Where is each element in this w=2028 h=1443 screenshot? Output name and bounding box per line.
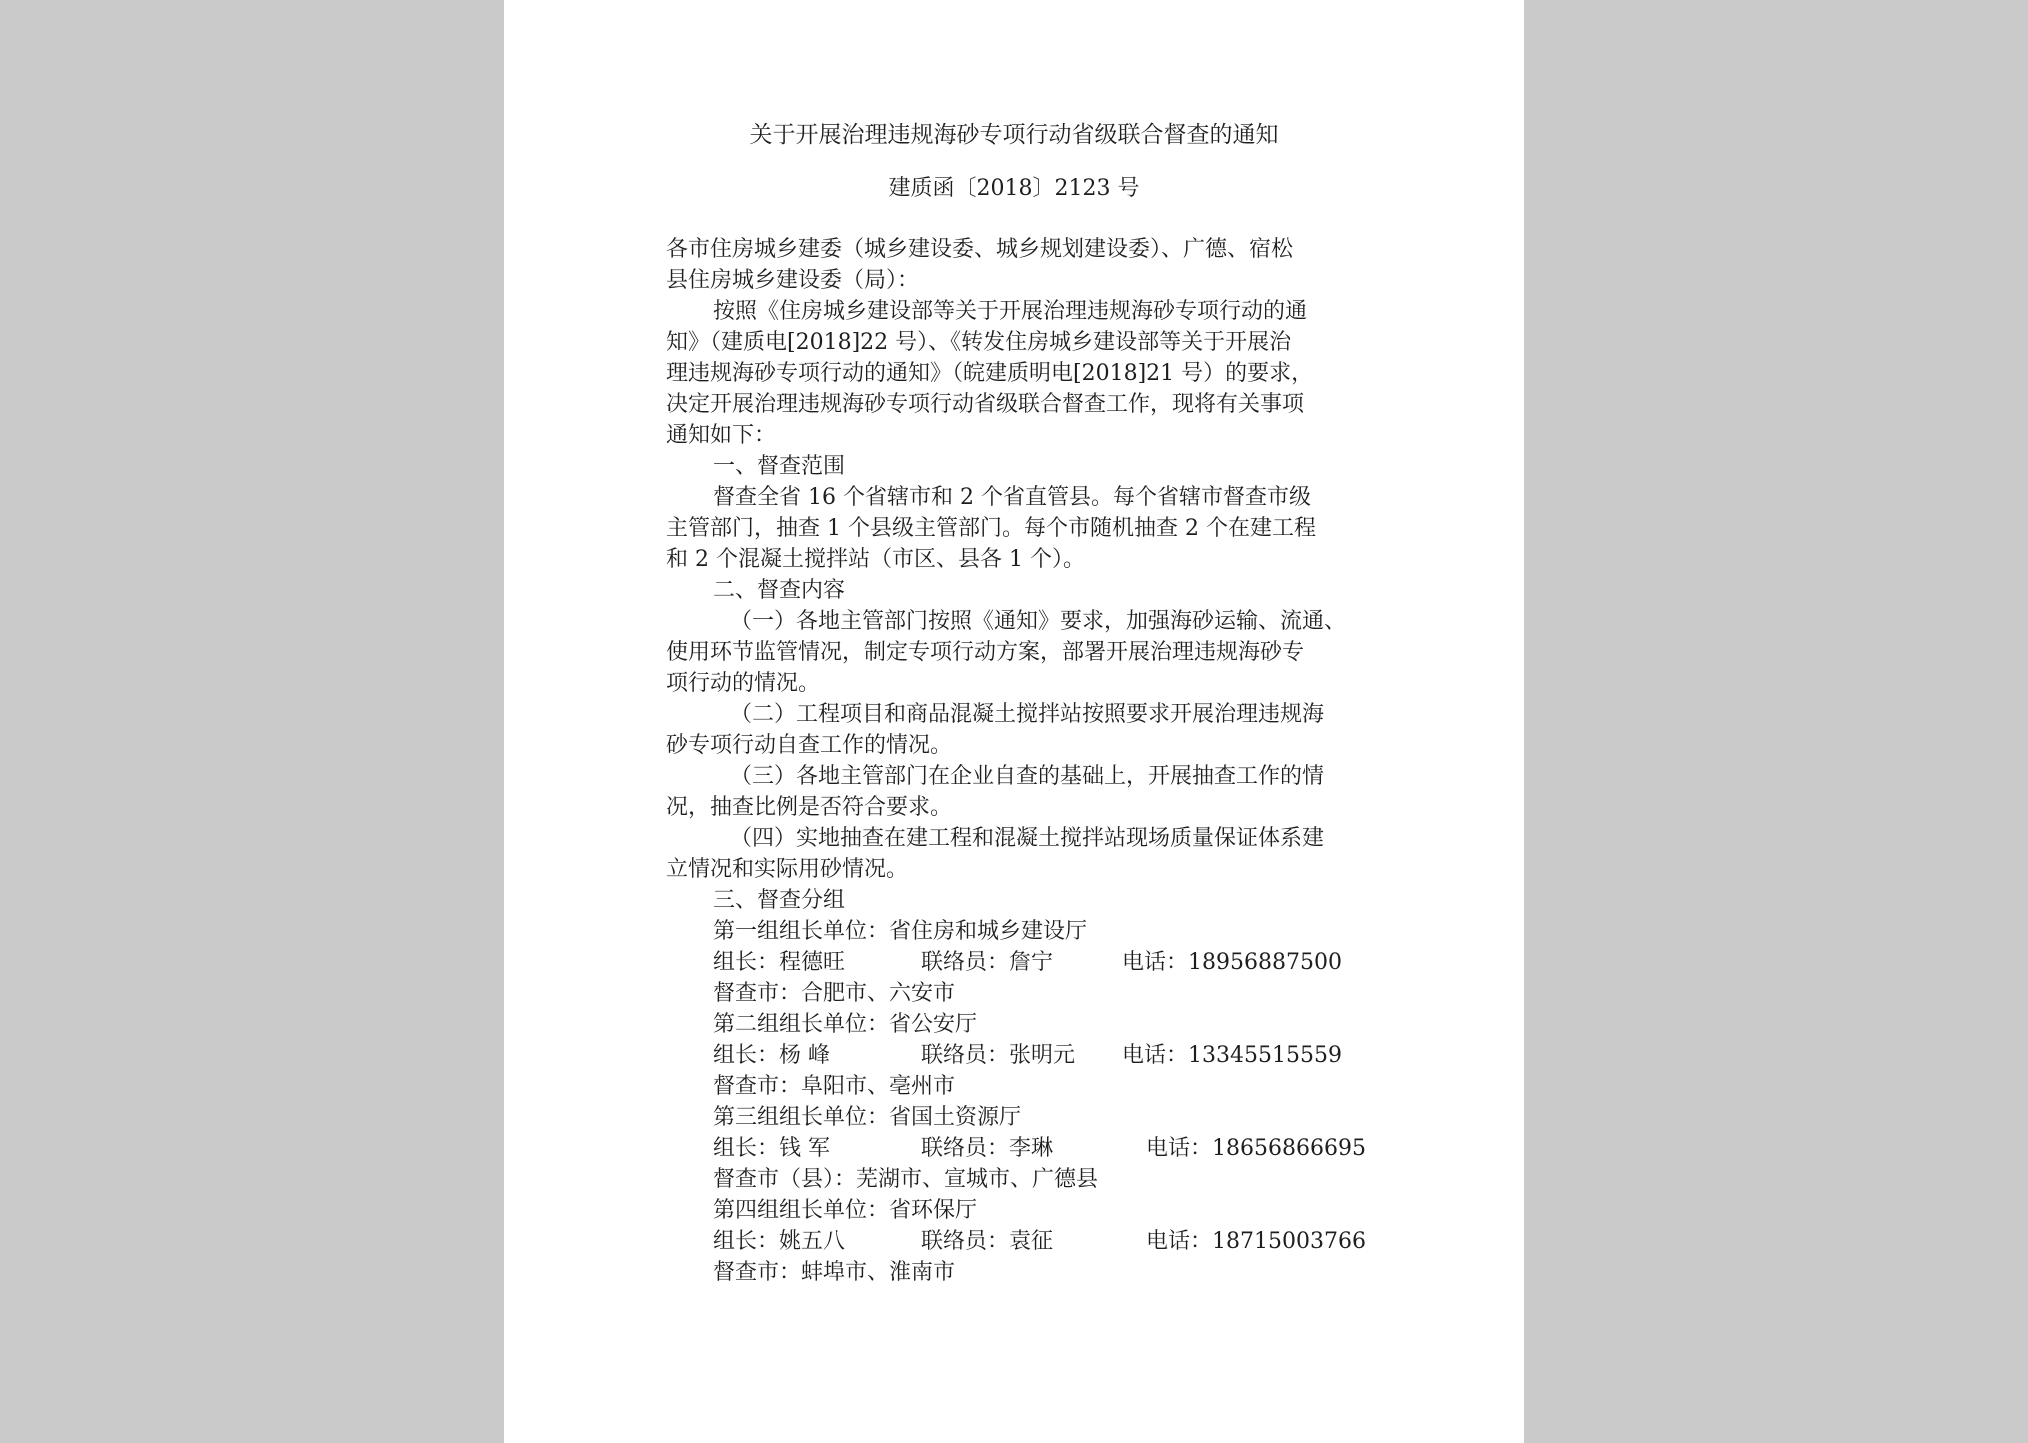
section-heading: 二、督查内容	[713, 578, 846, 603]
group-phone: 电话：18656866695	[1146, 1136, 1366, 1161]
group-cities: 督查市：合肥市、六安市	[713, 981, 956, 1006]
group-liaison: 联络员：袁征	[921, 1229, 1054, 1254]
item-line: 使用环节监管情况，制定专项行动方案，部署开展治理违规海砂专	[666, 640, 1305, 665]
group-phone: 电话：18956887500	[1122, 950, 1342, 975]
section-heading: 一、督查范围	[713, 454, 846, 479]
item-line: （三）各地主管部门在企业自查的基础上，开展抽查工作的情	[730, 764, 1325, 789]
section-body-line: 主管部门，抽查 1 个县级主管部门。每个市随机抽查 2 个在建工程	[666, 516, 1316, 541]
item-line: （四）实地抽查在建工程和混凝土搅拌站现场质量保证体系建	[730, 826, 1325, 851]
group-leader: 组长：杨 峰	[713, 1043, 830, 1068]
group-leader: 组长：钱 军	[713, 1136, 830, 1161]
group-unit: 第一组组长单位：省住房和城乡建设厅	[713, 919, 1088, 944]
item-line: 项行动的情况。	[666, 671, 821, 696]
intro-line: 知》（建质电[2018]22 号）、《转发住房城乡建设部等关于开展治	[666, 330, 1292, 355]
group-phone: 电话：13345515559	[1122, 1043, 1342, 1068]
group-leader: 组长：程德旺	[713, 950, 846, 975]
item-line: 立情况和实际用砂情况。	[666, 857, 909, 882]
group-unit: 第三组组长单位：省国土资源厅	[713, 1105, 1022, 1130]
group-liaison: 联络员：詹宁	[921, 950, 1054, 975]
item-line: 砂专项行动自查工作的情况。	[666, 733, 953, 758]
item-line: （二）工程项目和商品混凝土搅拌站按照要求开展治理违规海	[730, 702, 1325, 727]
group-cities: 督查市：阜阳市、亳州市	[713, 1074, 956, 1099]
group-liaison: 联络员：张明元	[921, 1043, 1076, 1068]
item-line: 况，抽查比例是否符合要求。	[666, 795, 953, 820]
group-cities: 督查市：蚌埠市、淮南市	[713, 1260, 956, 1285]
intro-line: 通知如下：	[666, 423, 777, 448]
intro-line: 决定开展治理违规海砂专项行动省级联合督查工作，现将有关事项	[666, 392, 1305, 417]
document-page	[504, 0, 1524, 1443]
group-phone: 电话：18715003766	[1146, 1229, 1366, 1254]
document-number: 建质函〔2018〕2123 号	[888, 176, 1140, 201]
document-title: 关于开展治理违规海砂专项行动省级联合督查的通知	[749, 122, 1279, 148]
addressee-line: 县住房城乡建设委（局）：	[666, 268, 920, 293]
intro-line: 理违规海砂专项行动的通知》（皖建质明电[2018]21 号）的要求，	[666, 361, 1314, 386]
group-unit: 第二组组长单位：省公安厅	[713, 1012, 978, 1037]
intro-line: 按照《住房城乡建设部等关于开展治理违规海砂专项行动的通	[713, 299, 1308, 324]
group-leader: 组长：姚五八	[713, 1229, 846, 1254]
group-cities: 督查市（县）：芜湖市、宣城市、广德县	[713, 1167, 1099, 1192]
group-unit: 第四组组长单位：省环保厅	[713, 1198, 978, 1223]
group-liaison: 联络员：李琳	[921, 1136, 1054, 1161]
section-body-line: 督查全省 16 个省辖市和 2 个省直管县。每个省辖市督查市级	[713, 485, 1311, 510]
section-heading: 三、督查分组	[713, 888, 846, 913]
item-line: （一）各地主管部门按照《通知》要求，加强海砂运输、流通、	[730, 609, 1347, 634]
section-body-line: 和 2 个混凝土搅拌站（市区、县各 1 个）。	[666, 547, 1085, 572]
addressee-line: 各市住房城乡建委（城乡建设委、城乡规划建设委）、广德、宿松	[666, 237, 1294, 262]
